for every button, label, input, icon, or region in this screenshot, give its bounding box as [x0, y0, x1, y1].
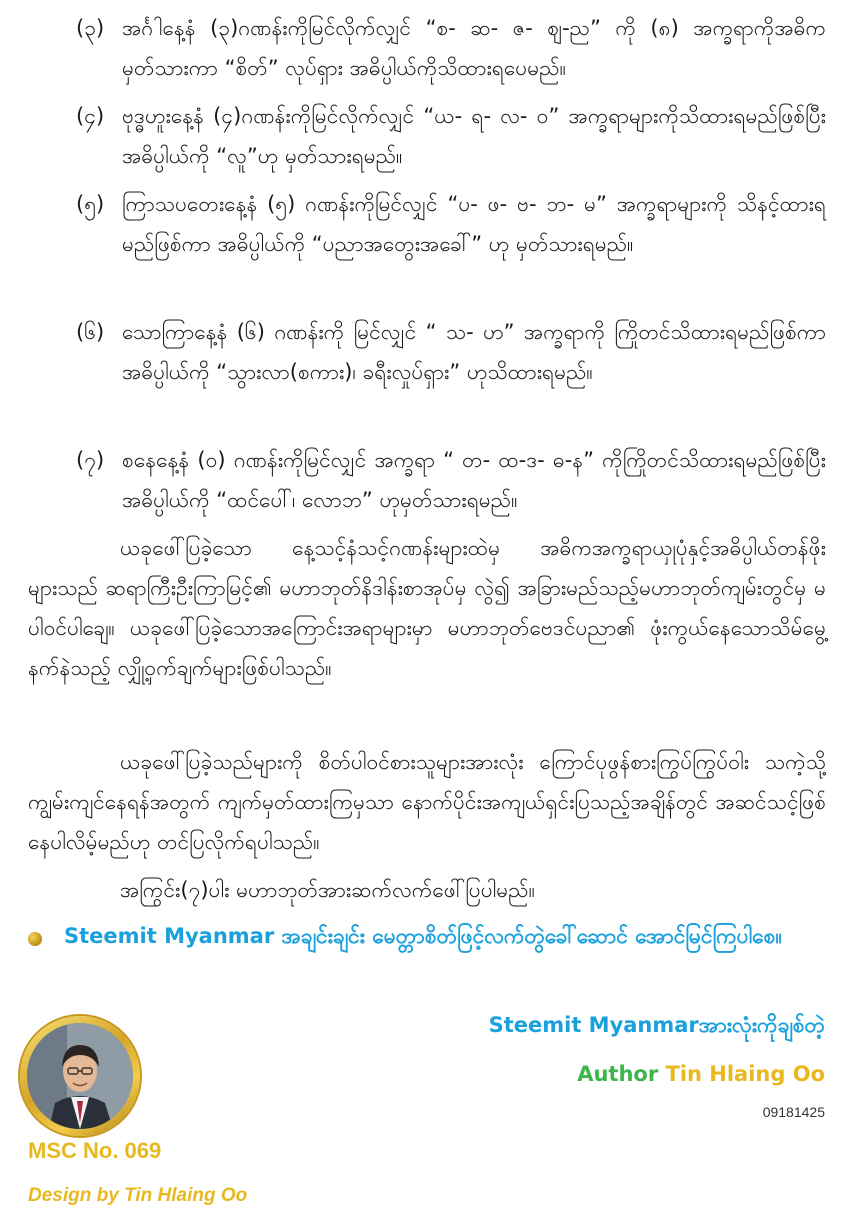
phone-number: 09181425 [762, 1104, 825, 1120]
list-item-7 [76, 440, 826, 520]
signature-line: Steemit Myanmarအားလုံးကိုချစ်တဲ့ [488, 1013, 825, 1037]
person-portrait-icon [27, 1023, 133, 1129]
list-item-5 [76, 184, 826, 264]
list-item-4 [76, 96, 826, 176]
author-label: Author [577, 1062, 659, 1086]
avatar [20, 1016, 140, 1136]
item-text: အင်္ဂါနေ့နံ (၃)ဂဏန်းကိုမြင်လိုက်လျှင် “စ- ဆ- ဇ- ဈ-ည” ကို (၈) အက္ခရာကိုအဓိကမှတ်သားကာ “စိတ်” လုပ်ရှား အဓိပ္ပါယ်ကိုသိထားရပေမည်။ [122, 16, 826, 80]
item-number: (၃) [76, 16, 105, 40]
bullet-text: Steemit Myanmar အချင်းချင်း မေတ္တာစိတ်ဖြင့်လက်တွဲခေါ်ဆောင် အောင်မြင်ကြပါစေ။ [64, 924, 782, 948]
item-text: ကြာသပတေးနေ့နံ (၅) ဂဏန်းကိုမြင်လျှင် “ပ- ဖ- ဗ- ဘ- မ” အက္ခရာများကို သိနင့်ထားရမည်ဖြစ်ကာ အဓိပ္ပါယ်ကို “ပညာအတွေးအခေါ်” ဟု မှတ်သားရမည်။ [122, 192, 826, 256]
list-item-6 [76, 312, 826, 392]
gold-bullet-icon [28, 932, 42, 946]
item-text: သောကြာနေ့နံ (၆) ဂဏန်းကို မြင်လျှင် “ သ- ဟ” အက္ခရာကို ကြိုတင်သိထားရမည်ဖြစ်ကာ အဓိပ္ပါယ်ကို “သွားလာ(စကား)၊ ခရီးလှုပ်ရှား” ဟုသိထားရမည်။ [122, 320, 826, 384]
item-text: ဗုဒ္ဓဟူးနေ့နံ (၄)ဂဏန်းကိုမြင်လိုက်လျှင် “ယ- ရ- လ- ဝ” အက္ခရာများကိုသိထားရမည်ဖြစ်ပြီး အဓိပ္ပါယ်ကို “လူ”ဟု မှတ်သားရမည်။ [122, 104, 826, 168]
paragraph-memorize: ယခုဖေါ်ပြခဲ့သည်များကို စိတ်ပါဝင်စားသူများအားလုံး ကြောင်ပုဖွန်စားကြွပ်ကြွပ်ဝါး သကဲ့သို့ ကျွမ်းကျင်နေရန်အတွက် ကျက်မှတ်ထားကြမှသာ နောက်ပိုင်းအကျယ်ရှင်းပြသည့်အချိန်တွင် အဆင်သင့်ဖြစ်နေပါလိမ့်မည်ဟု တင်ပြလိုက်ရပါသည်။ [28, 750, 826, 854]
item-text: စနေနေ့နံ (၀) ဂဏန်းကိုမြင်လျှင် အက္ခရာ “ တ- ထ-ဒ- ဓ-န” ကိုကြိုတင်သိထားရမည်ဖြစ်ပြီး အဓိပ္ပါယ်ကို “ထင်ပေါ်၊ လောဘ” ဟုမှတ်သားရမည်။ [122, 448, 826, 512]
paragraph-source: ယခုဖေါ်ပြခဲ့သော နေ့သင့်နံသင့်ဂဏန်းများထဲမှ အဓိကအက္ခရာယှုပုံနှင့်အဓိပ္ပါယ်တန်ဖိုးများသည် ဆရာကြီးဦးကြာမြင့်၏ မဟာဘုတ်နိဒါန်းစာအုပ်မှ လွဲ၍ အခြားမည်သည့်မဟာဘုတ်ကျမ်းတွင်မှ မပါဝင်ပါချေ။ ယခုဖေါ်ပြခဲ့သောအကြောင်းအရာများမှာ မဟာဘုတ်ဗေဒင်ပညာ၏ ဖုံးကွယ်နေသောသိမ်မွေ့နက်နဲသည့် လျှို့ဝှက်ချက်များဖြစ်ပါသည်။ [28, 536, 826, 680]
item-number: (၆) [76, 320, 105, 344]
avatar-photo [27, 1023, 133, 1129]
bullet-row [28, 916, 828, 956]
paragraph-continue: အကြွင်း(၇)ပါး မဟာဘုတ်အားဆက်လက်ဖေါ်ပြပါမည်။ [120, 878, 535, 902]
author-name: Tin Hlaing Oo [665, 1062, 825, 1086]
list-item-3 [76, 8, 826, 88]
item-number: (၇) [76, 448, 105, 472]
author-line [577, 1062, 825, 1086]
item-number: (၅) [76, 192, 105, 216]
design-credit: Design by Tin Hlaing Oo [28, 1185, 248, 1206]
msc-number: MSC No. 069 [28, 1138, 162, 1163]
item-number: (၄) [76, 104, 105, 128]
